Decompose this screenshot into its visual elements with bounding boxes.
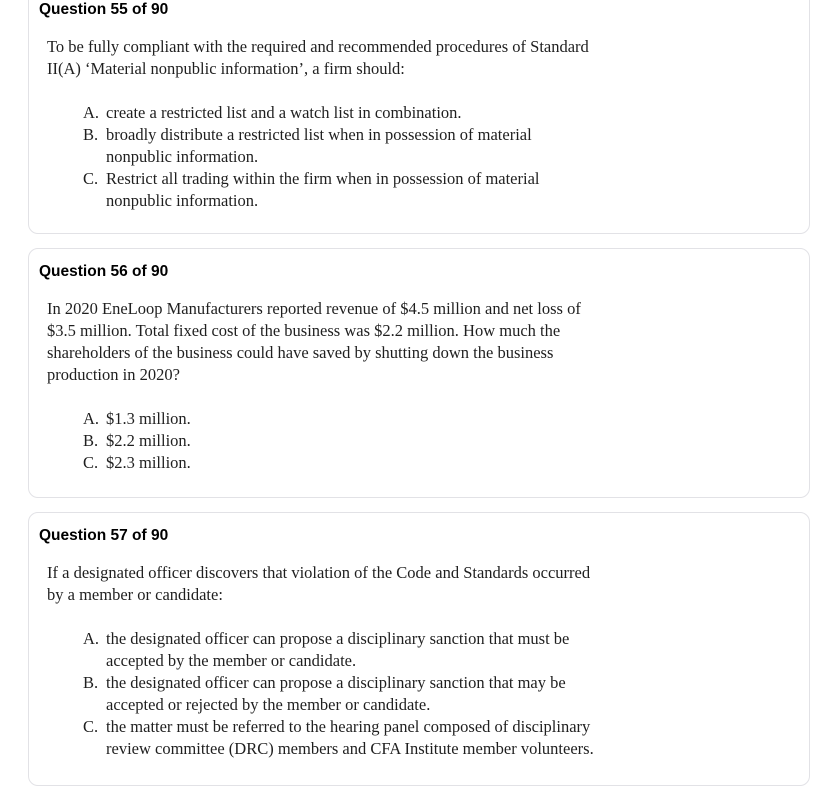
option-label: B.	[83, 125, 99, 144]
option-b[interactable]	[83, 430, 797, 452]
question-text: To be fully compliant with the required and recommended procedures of Standard II(A) ‘Material nonpublic information’, a firm should:	[47, 37, 589, 78]
options-list	[83, 628, 797, 760]
option-b[interactable]	[83, 672, 797, 716]
option-text: the designated officer can propose a disciplinary sanction that must be accepted by the member or candidate.	[106, 629, 570, 670]
question-card-55	[28, 0, 810, 234]
option-text: $2.3 million.	[106, 453, 191, 472]
option-text: the designated officer can propose a disciplinary sanction that may be accepted or rejected by the member or candidate.	[106, 673, 566, 714]
option-label: C.	[83, 169, 99, 188]
option-a[interactable]	[83, 102, 797, 124]
option-c[interactable]	[83, 168, 797, 212]
option-text: create a restricted list and a watch list in combination.	[106, 103, 462, 122]
option-text: broadly distribute a restricted list when in possession of material nonpublic information.	[106, 125, 532, 166]
option-a[interactable]	[83, 408, 797, 430]
question-card-56	[28, 248, 810, 498]
option-text: $1.3 million.	[106, 409, 191, 428]
option-a[interactable]	[83, 628, 797, 672]
option-label: C.	[83, 717, 99, 736]
option-label: B.	[83, 673, 99, 692]
question-header: Question 56 of 90	[39, 263, 169, 280]
option-text: $2.2 million.	[106, 431, 191, 450]
options-list	[83, 102, 797, 212]
option-label: C.	[83, 453, 99, 472]
question-header: Question 57 of 90	[39, 527, 169, 544]
question-header: Question 55 of 90	[39, 1, 169, 18]
option-label: A.	[83, 409, 100, 428]
options-list	[83, 408, 797, 474]
option-label: A.	[83, 103, 100, 122]
question-card-57	[28, 512, 810, 786]
option-label: B.	[83, 431, 99, 450]
option-c[interactable]	[83, 716, 797, 760]
question-text: In 2020 EneLoop Manufacturers reported revenue of $4.5 million and net loss of $3.5 million. Total fixed cost of the business was $2.2 million. How much the shareholders of the business could have saved by shutting down the business production in 2020?	[47, 299, 581, 384]
option-text: Restrict all trading within the firm when in possession of material nonpublic information.	[106, 169, 540, 210]
option-label: A.	[83, 629, 100, 648]
option-b[interactable]	[83, 124, 797, 168]
question-text: If a designated officer discovers that violation of the Code and Standards occurred by a member or candidate:	[47, 563, 591, 604]
option-c[interactable]	[83, 452, 797, 474]
option-text: the matter must be referred to the hearing panel composed of disciplinary review committee (DRC) members and CFA Institute member volunteers.	[106, 717, 594, 758]
